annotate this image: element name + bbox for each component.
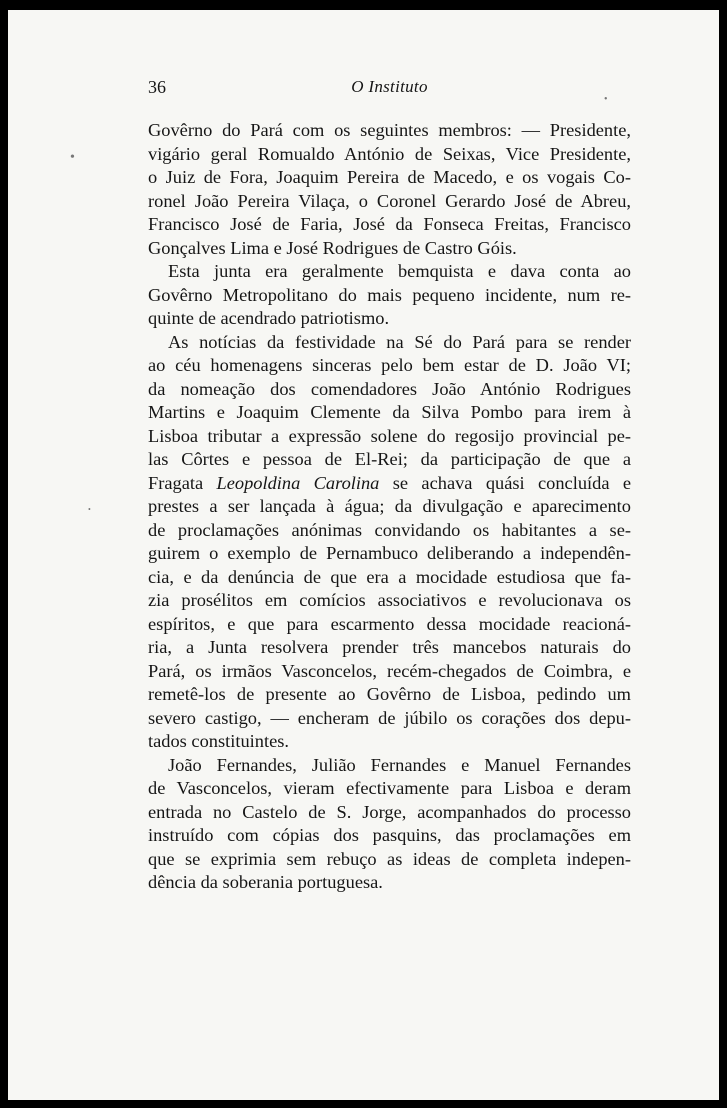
paragraph — [148, 119, 631, 260]
text-line: Martins e Joaquim Clemente da Silva Pombo para irem à — [148, 402, 631, 422]
text-line: quinte de acendrado patriotismo. — [148, 308, 390, 328]
text-line: zia prosélitos em comícios associativos e revolucionava os — [148, 590, 631, 610]
text-line: de Vasconcelos, vieram efectivamente para Lisboa e deram — [148, 778, 631, 798]
text-line — [148, 472, 631, 496]
text-line: prestes a ser lançada à água; da divulgação e aparecimento — [148, 496, 631, 516]
paragraph — [148, 331, 631, 754]
speck-mark: • — [88, 505, 91, 514]
page-header — [148, 77, 631, 101]
text-line: severo castigo, — encheram de júbilo os corações dos depu- — [148, 707, 631, 728]
text-line: instruído com cópias dos pasquins, das proclamações em — [148, 825, 631, 845]
text-line: vigário geral Romualdo António de Seixas, Vice Presidente, — [148, 143, 631, 164]
text-line: guirem o exemplo de Pernambuco deliberando a independên- — [148, 543, 631, 563]
ship-name: Leopoldina Carolina — [216, 472, 380, 493]
text-line: Gonçalves Lima e José Rodrigues de Castro Góis. — [148, 237, 517, 258]
text-line: dência da soberania portuguesa. — [148, 872, 383, 892]
text-line: ao céu homenagens sinceras pelo bem estar de D. João VI; — [148, 355, 631, 375]
page-number: 36 — [148, 77, 166, 97]
text-line: Govêrno do Pará com os seguintes membros: — Presidente, — [148, 120, 631, 140]
book-page — [8, 10, 719, 1100]
text-line: Govêrno Metropolitano do mais pequeno incidente, num re- — [148, 284, 631, 305]
speck-mark: • — [70, 150, 75, 165]
text-line: de proclamações anónimas convidando os habitantes a se- — [148, 519, 631, 540]
text-line: o Juiz de Fora, Joaquim Pereira de Macedo, e os vogais Co- — [148, 167, 631, 187]
text-line: da nomeação dos comendadores João António Rodrigues — [148, 378, 631, 399]
text-line: tados constituintes. — [148, 731, 289, 751]
text-line: remetê-los de presente ao Govêrno de Lisboa, pedindo um — [148, 684, 631, 704]
paragraph — [148, 260, 631, 331]
text-line: As notícias da festividade na Sé do Pará para se render — [168, 331, 631, 352]
text-line: las Côrtes e pessoa de El-Rei; da participação de que a — [148, 449, 631, 469]
text-fragment: se achava quási concluída e — [379, 472, 631, 493]
text-line: Lisboa tributar a expressão solene do regosijo provincial pe- — [148, 425, 631, 446]
running-title: O Instituto — [351, 77, 428, 96]
text-line: cia, e da denúncia de que era a mocidade estudiosa que fa- — [148, 566, 631, 587]
text-line: entrada no Castelo de S. Jorge, acompanhados do processo — [148, 801, 631, 822]
text-fragment: Fragata — [148, 472, 217, 493]
speck-mark: • — [604, 94, 608, 105]
text-line: que se exprimia sem rebuço as ideas de completa indepen- — [148, 848, 631, 869]
text-line: espíritos, e que para escarmento dessa mocidade reacioná- — [148, 613, 631, 634]
text-line: ronel João Pereira Vilaça, o Coronel Gerardo José de Abreu, — [148, 190, 631, 211]
text-line: Francisco José de Faria, José da Fonseca Freitas, Francisco — [148, 214, 631, 234]
paragraph — [148, 754, 631, 895]
text-line: Pará, os irmãos Vasconcelos, recém-chegados de Coimbra, e — [148, 660, 631, 681]
text-line: João Fernandes, Julião Fernandes e Manuel Fernandes — [168, 754, 631, 775]
text-line: Esta junta era geralmente bemquista e dava conta ao — [168, 261, 631, 281]
text-line: ria, a Junta resolvera prender três mancebos naturais do — [148, 637, 631, 657]
body-text — [148, 119, 631, 895]
